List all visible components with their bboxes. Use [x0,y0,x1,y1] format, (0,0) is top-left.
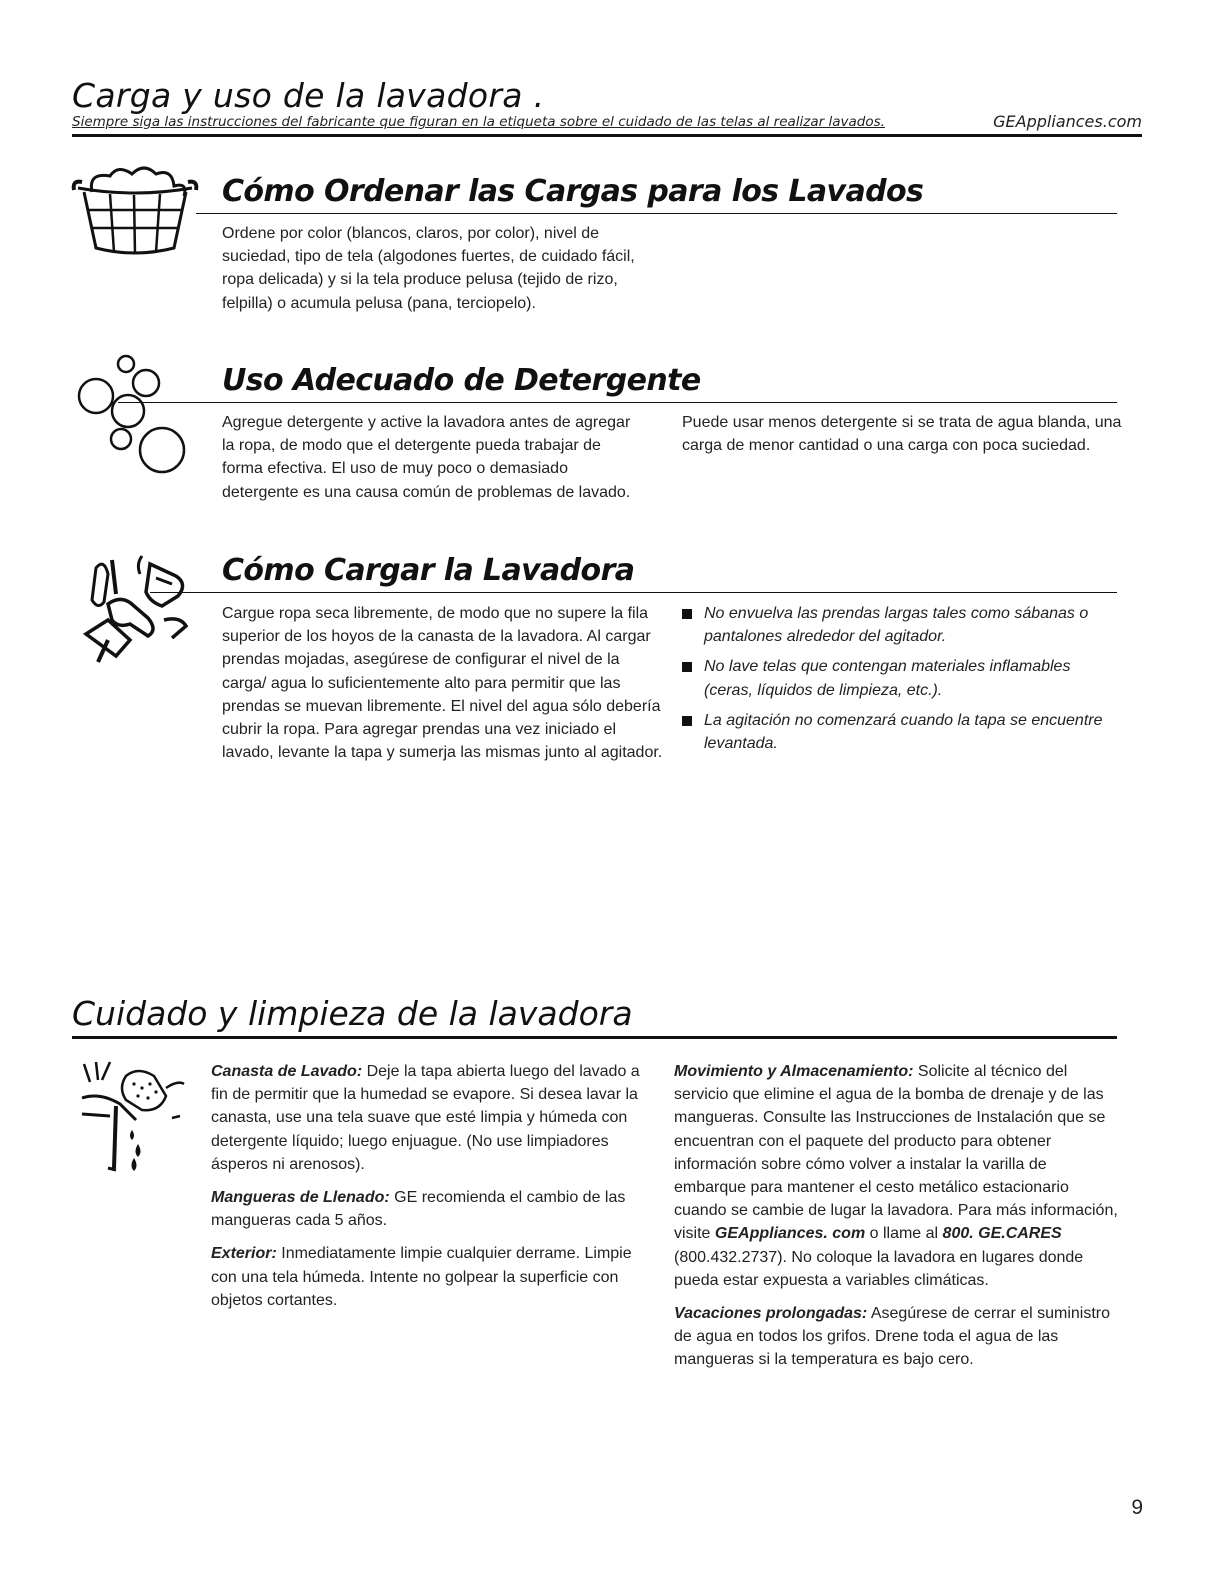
care-title: Cuidado y limpieza de la lavadora [72,994,633,1033]
care-exterior-paragraph [211,1242,643,1312]
bullet-square-icon [682,716,692,726]
sorting-text: Ordene por color (blancos, claros, por color), nivel de suciedad, tipo de tela (algodones fuertes, de cuidado fácil, ropa delicada) y si la tela produce pelusa (tejido de rizo, felpilla) o acumula pelusa (pana, terciopelo). [222,225,635,312]
care-moving-text-1: Solicite al técnico del servicio que elimine el agua de la bomba de drenaje y de las mangueras. Consulte las Instrucciones de Instalación que se encuentran con el paquete del producto para obtener información sobre cómo volver a instalar la varilla de embarque para mantener el cesto metálico estacionario cuando se cambie de lugar la lavadora. Para más información, visite [674,1063,1118,1243]
care-rule [72,1036,1117,1039]
care-moving-label: Movimiento y Almacenamiento: [674,1063,914,1080]
care-column-left [211,1060,643,1322]
page-number: 9 [1131,1496,1143,1519]
care-hoses-text: GE recomienda el cambio de las mangueras cada 5 años. [211,1189,626,1230]
page-subtitle: Siempre siga las instrucciones del fabricante que figuran en la etiqueta sobre el cuidado de las telas al realizar lavados. [72,114,885,130]
care-moving-paragraph [674,1060,1122,1292]
laundry-basket-icon [70,162,200,262]
care-hoses-paragraph [211,1186,643,1232]
care-basket-text: Deje la tapa abierta luego del lavado a fin de permitir que la humedad se evapore. Si desea lavar la canasta, use una tela suave que esté limpia y húmeda con detergente líquido; luego enjuague. (No use limpiadores ásperos ni arenosos). [211,1063,640,1173]
care-moving-text-2: o llame al [865,1225,943,1243]
section-rule-sorting [196,213,1117,214]
section-title-loading: Cómo Cargar la Lavadora [222,553,635,588]
bullet-text: No lave telas que contengan materiales inflamables (ceras, líquidos de limpieza, etc.). [704,658,1071,699]
care-moving-text-3: (800.432.2737). No coloque la lavadora en lugares donde pueda estar expuesta a variables climáticas. [674,1248,1084,1289]
care-vacation-text: Asegúrese de cerrar el suministro de agua en todos los grifos. Drene toda el agua de las mangueras si la temperatura es bajo cero. [674,1305,1111,1369]
bullet-square-icon [682,609,692,619]
bullet-text: No envuelva las prendas largas tales como sábanas o pantalones alrededor del agitador. [704,605,1089,646]
loading-text: Cargue ropa seca libremente, de modo que no supere la fila superior de los hoyos de la canasta de la lavadora. Al cargar prendas mojadas, asegúrese de configurar el nivel de la carga/ agua lo suficientemente alto para permitir que las prendas se muevan libremente. El nivel del agua sólo debería cubrir la ropa. Para agregar prendas una vez iniciado el lavado, levante la tapa y sumerja las mismas junto al agitador. [222,605,663,762]
care-exterior-text: Inmediatamente limpie cualquier derrame. Limpie con una tela húmeda. Intente no golpear la superficie con objetos cortantes. [211,1245,632,1309]
care-vacation-label: Vacaciones prolongadas: [674,1305,868,1323]
section-rule-loading [150,592,1117,593]
clothes-icon [78,554,198,666]
list-item [682,602,1122,648]
bullet-text: La agitación no comenzará cuando la tapa se encuentre levantada. [704,711,1103,753]
cleaning-sponge-icon [80,1058,190,1178]
loading-bullet-list [682,602,1122,762]
header-rule [72,134,1142,137]
care-exterior-label: Exterior: [211,1245,277,1263]
care-website-link[interactable]: GEAppliances. com [714,1225,866,1243]
section-rule-detergent [118,402,1117,403]
care-phone-label: 800. GE.CARES [942,1225,1062,1243]
bubbles-icon [76,354,196,479]
section-title-detergent: Uso Adecuado de Detergente [222,363,701,398]
care-basket-label: Canasta de Lavado: [211,1063,363,1080]
section-title-sorting: Cómo Ordenar las Cargas para los Lavados [222,174,924,209]
care-vacation-paragraph [674,1302,1122,1372]
website-link[interactable]: GEAppliances.com [993,112,1142,131]
detergent-text-left: Agregue detergente y active la lavadora antes de agregar la ropa, de modo que el detergente pueda trabajar de forma efectiva. El uso de muy poco o demasiado detergente es una causa común de problemas de lavado. [222,414,631,501]
list-item [682,709,1122,755]
list-item [682,655,1122,701]
bullet-square-icon [682,662,692,672]
page-title: Carga y uso de la lavadora . [72,76,545,115]
care-hoses-label: Mangueras de Llenado: [211,1189,390,1207]
care-basket-paragraph [211,1060,643,1176]
care-column-right [674,1060,1122,1382]
detergent-text-right: Puede usar menos detergente si se trata de agua blanda, una carga de menor cantidad o una carga con poca suciedad. [682,414,1122,455]
